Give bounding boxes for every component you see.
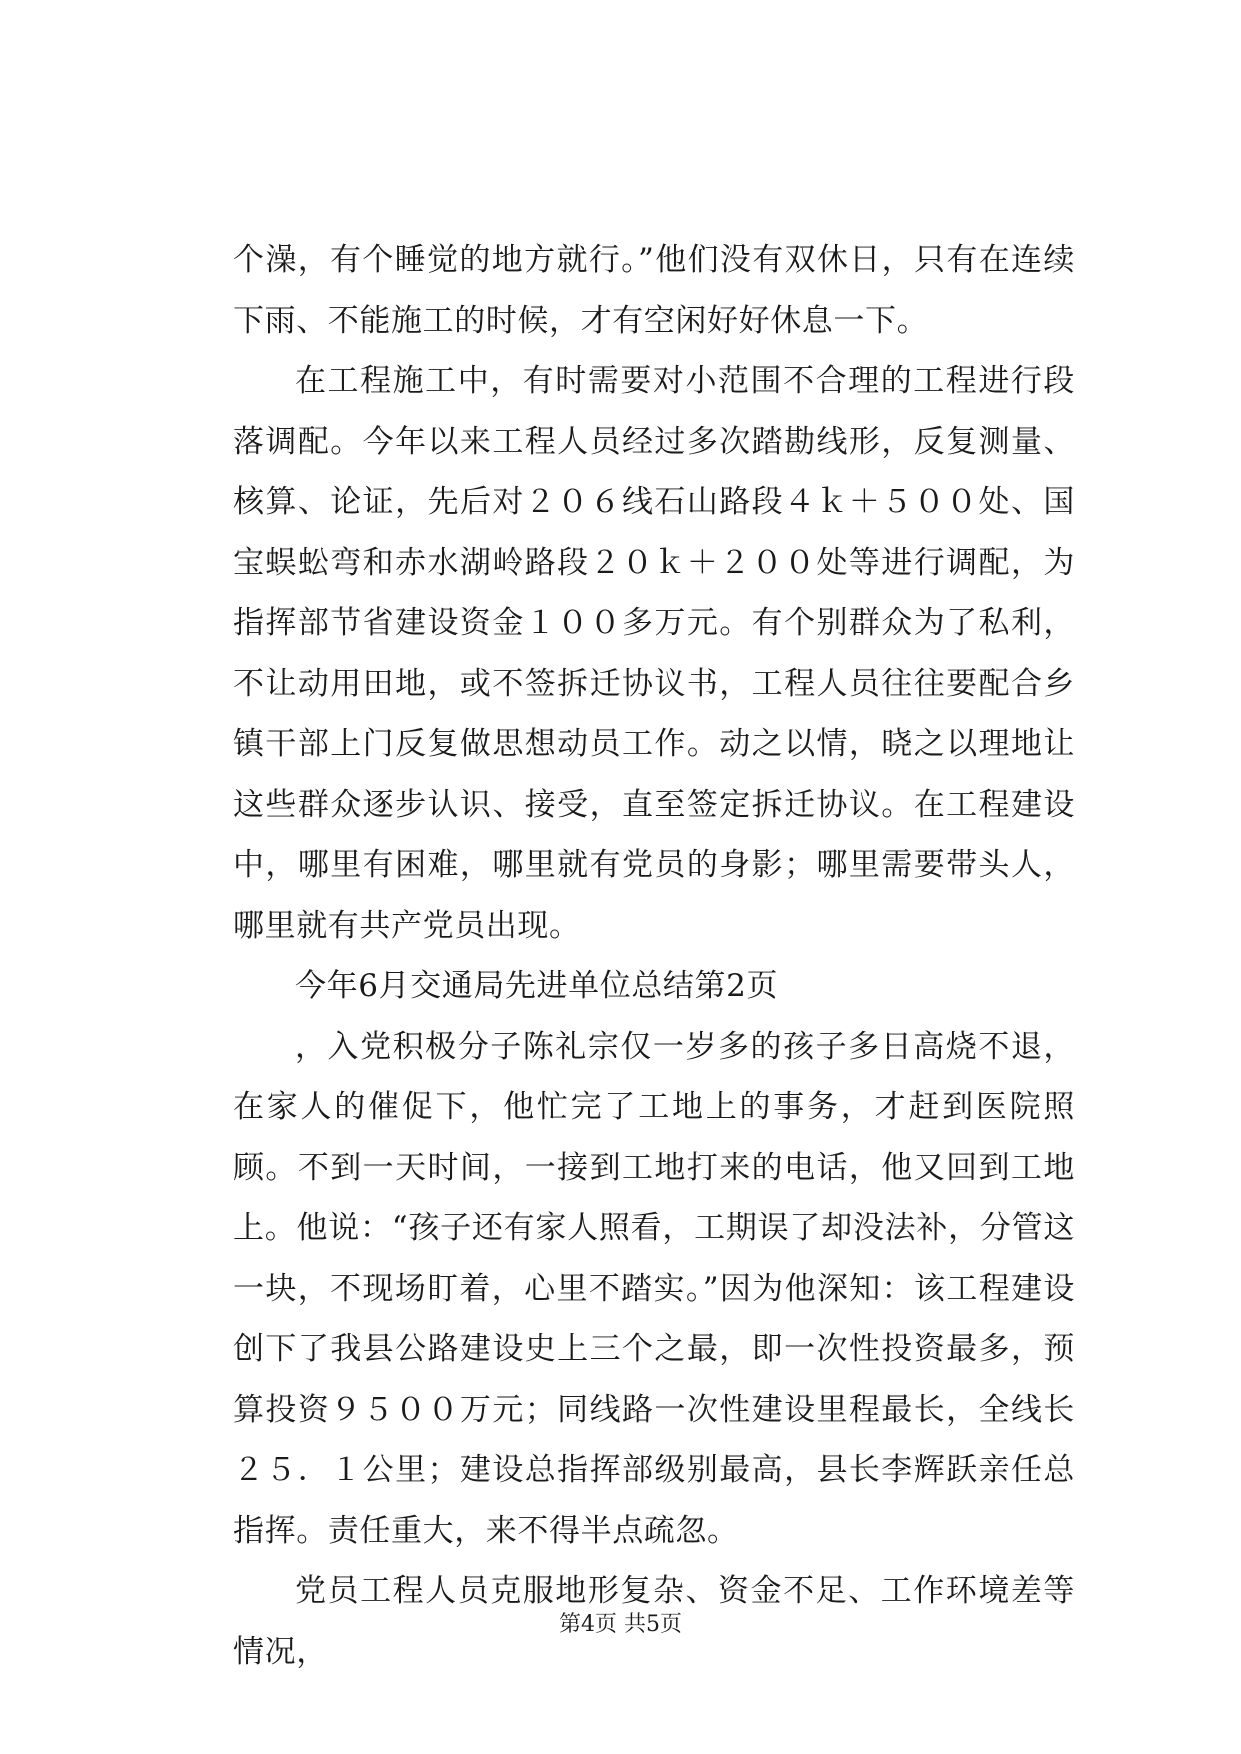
page-number-footer: 第4页 共5页 <box>559 1612 682 1637</box>
paragraph-party-members: 党员工程人员克服地形复杂、资金不足、工作环境差等情况， <box>233 1573 1075 1670</box>
document-body <box>233 230 1075 1682</box>
paragraph-continuation: 个澡，有个睡觉的地方就行。”他们没有双休日，只有在连续下雨、不能施工的时候，才有空闲好好休息一下。 <box>233 242 1075 339</box>
paragraph-engineering-adjustment: 在工程施工中，有时需要对小范围不合理的工程进行段落调配。今年以来工程人员经过多次踏勘线形，反复测量、核算、论证，先后对２０６线石山路段４ｋ＋５００处、国宝蜈蚣弯和赤水湖岭路段２０ｋ＋２００处等进行调配，为指挥部节省建设资金１００多万元。有个别群众为了私利，不让动用田地，或不签拆迁协议书，工程人员往往要配合乡镇干部上门反复做思想动员工作。动之以情，晓之以理地让这些群众逐步认识、接受，直至签定拆迁协议。在工程建设中，哪里有困难，哪里就有党员的身影；哪里需要带头人，哪里就有共产党员出现。 <box>233 363 1075 944</box>
paragraph-page-title: 今年6月交通局先进单位总结第2页 <box>295 968 779 1004</box>
paragraph-activist-story: ，入党积极分子陈礼宗仅一岁多的孩子多日高烧不退，在家人的催促下，他忙完了工地上的事务，才赶到医院照顾。不到一天时间，一接到工地打来的电话，他又回到工地上。他说：“孩子还有家人照看，工期误了却没法补，分管这一块，不现场盯着，心里不踏实。”因为他深知：该工程建设创下了我县公路建设史上三个之最，即一次性投资最多，预算投资９５００万元；同线路一次性建设里程最长，全线长２５．１公里；建设总指挥部级别最高，县长李辉跃亲任总指挥。责任重大，来不得半点疏忽。 <box>233 1028 1075 1549</box>
